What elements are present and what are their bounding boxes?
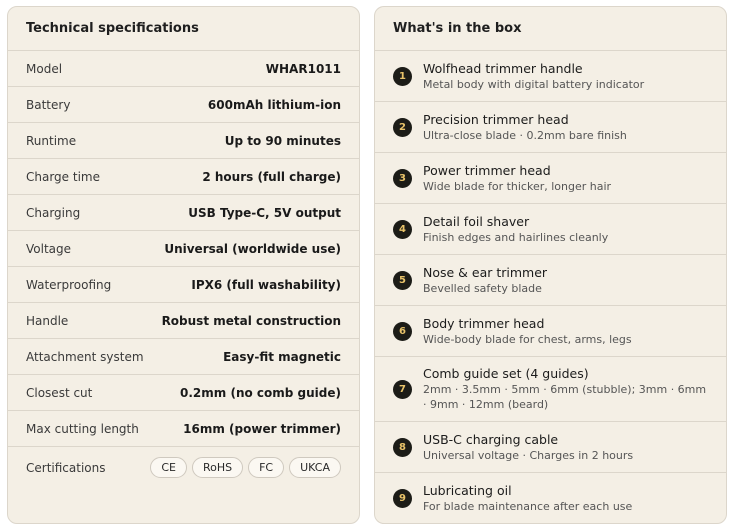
box-item [375,473,726,523]
spec-value: 600mAh lithium-ion [207,97,341,112]
spec-value: Up to 90 minutes [224,133,341,148]
box-title: What's in the box [375,7,726,51]
spec-value: IPX6 (full washability) [191,277,341,292]
spec-value: 0.2mm (no comb guide) [180,385,341,400]
item-description: Bevelled safety blade [423,281,542,295]
item-title: Comb guide set (4 guides) [423,366,589,381]
item-number-badge: 8 [393,438,412,457]
item-title: Lubricating oil [423,482,512,498]
spec-row-max-cutting-length [8,411,359,447]
item-description: For blade maintenance after each use [423,499,633,513]
spec-value: USB Type-C, 5V output [188,205,341,220]
spec-label: Waterproofing [26,277,112,292]
box-item [375,306,726,357]
spec-row-charge-time [8,159,359,195]
spec-label: Certifications [26,460,106,475]
item-title: Detail foil shaver [423,213,530,229]
spec-row-battery [8,87,359,123]
spec-label: Model [26,61,63,76]
box-item [375,357,726,422]
spec-label: Charge time [26,169,100,184]
item-title: Power trimmer head [423,162,551,178]
box-item [375,204,726,255]
item-description: Metal body with digital battery indicator [423,77,645,91]
spec-row-certifications [8,447,359,488]
box-item [375,153,726,204]
whats-in-the-box-panel [374,6,727,524]
item-number-badge: 7 [393,380,412,399]
spec-label: Runtime [26,133,77,148]
badge-rohs: RoHS [192,457,243,478]
box-item [375,102,726,153]
spec-value: Robust metal construction [161,313,341,328]
spec-value: 2 hours (full charge) [202,169,341,184]
spec-row-model [8,51,359,87]
certification-badges [150,457,341,478]
item-title: Precision trimmer head [423,111,569,127]
badge-ukca: UKCA [289,457,341,478]
spec-label: Handle [26,313,69,328]
spec-row-waterproofing [8,267,359,303]
spec-value: Easy-fit magnetic [223,349,341,364]
item-description: Universal voltage · Charges in 2 hours [423,448,634,462]
spec-row-runtime [8,123,359,159]
spec-row-closest-cut [8,375,359,411]
spec-label: Closest cut [26,385,93,400]
item-description: Ultra-close blade · 0.2mm bare finish [423,128,627,142]
spec-value: WHAR1011 [265,61,341,76]
item-title: Nose & ear trimmer [423,264,548,280]
item-description: Wide-body blade for chest, arms, legs [423,332,632,346]
spec-row-charging [8,195,359,231]
badge-fc: FC [248,457,284,478]
item-title: Wolfhead trimmer handle [423,60,583,76]
spec-value: Universal (worldwide use) [164,241,341,256]
item-number-badge: 4 [393,220,412,239]
spec-row-handle [8,303,359,339]
box-item [375,51,726,102]
item-description: Finish edges and hairlines cleanly [423,230,609,244]
spec-label: Attachment system [26,349,144,364]
item-number-badge: 9 [393,489,412,508]
item-title: Body trimmer head [423,315,545,331]
badge-ce: CE [150,457,187,478]
box-item [375,255,726,306]
technical-specifications-panel [7,6,360,524]
item-title: USB-C charging cable [423,431,559,447]
item-description: Wide blade for thicker, longer hair [423,179,612,193]
item-description: 2mm · 3.5mm · 5mm · 6mm (stubble); 3mm · 6mm · 9mm · 12mm (beard) [423,383,707,411]
spec-label: Voltage [26,241,72,256]
item-number-badge: 3 [393,169,412,188]
item-number-badge: 5 [393,271,412,290]
spec-label: Charging [26,205,81,220]
spec-row-voltage [8,231,359,267]
item-number-badge: 1 [393,67,412,86]
spec-value: 16mm (power trimmer) [183,421,341,436]
item-number-badge: 6 [393,322,412,341]
spec-row-attachment-system [8,339,359,375]
item-number-badge: 2 [393,118,412,137]
specs-title: Technical specifications [8,7,359,51]
spec-label: Max cutting length [26,421,139,436]
spec-label: Battery [26,97,71,112]
box-item [375,422,726,473]
